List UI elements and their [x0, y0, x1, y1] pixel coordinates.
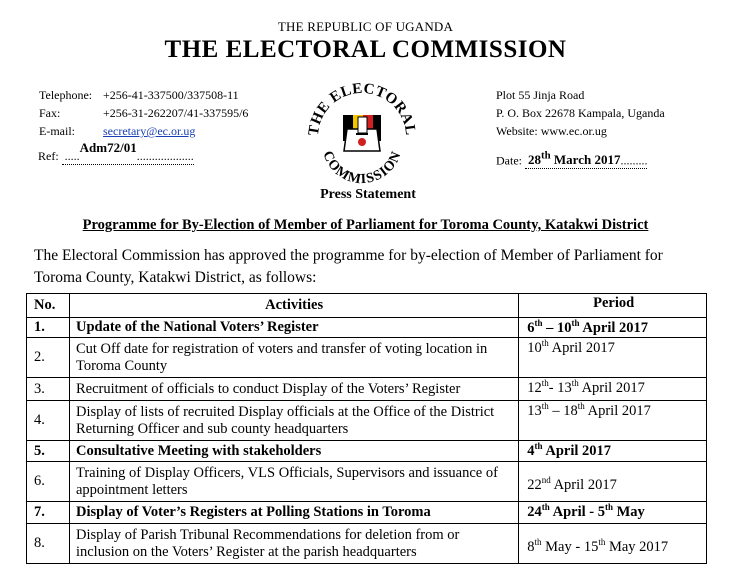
- row-number: 2.: [27, 338, 70, 378]
- header-no: No.: [27, 294, 70, 318]
- row-period: [519, 441, 707, 462]
- row-number: 7.: [27, 502, 70, 524]
- period-text: 13: [527, 403, 542, 419]
- seal-top-text: THE ELECTORAL: [305, 80, 419, 137]
- table-row: [27, 524, 707, 564]
- period-suffix: th: [598, 537, 606, 548]
- programme-table: [26, 293, 707, 564]
- period-text: May - 15: [541, 539, 599, 555]
- table-row: [27, 338, 707, 378]
- fax-label: Fax:: [39, 106, 61, 120]
- row-period: [519, 502, 707, 524]
- row-activity: Consultative Meeting with stakeholders: [69, 441, 518, 462]
- period-suffix: nd: [541, 475, 551, 486]
- period-text: 22: [527, 477, 542, 493]
- period-text: 24: [527, 504, 542, 520]
- table-row: [27, 441, 707, 462]
- period-text: April 2017: [578, 380, 645, 396]
- telephone-value: +256-41-337500/337508-11: [103, 88, 239, 102]
- period-text: April 2017: [548, 340, 615, 356]
- period-text: 8: [527, 539, 535, 555]
- address-line-street: Plot 55 Jinja Road: [496, 88, 585, 102]
- period-suffix: th: [541, 401, 549, 412]
- table-row: [27, 401, 707, 441]
- period-suffix: th: [571, 378, 579, 389]
- row-number: 1.: [27, 318, 70, 338]
- period-text: May 2017: [605, 539, 669, 555]
- website-line: Website: www.ec.or.ug: [496, 124, 607, 138]
- fax-row: [39, 104, 248, 122]
- row-period: [519, 338, 707, 378]
- email-row: [39, 122, 248, 140]
- telephone-row: [39, 86, 248, 104]
- row-activity: Display of lists of recruited Display officials at the Office of the District Returning Officer and sub county headquarters: [69, 401, 518, 441]
- telephone-label: Telephone:: [39, 88, 93, 102]
- period-suffix: th: [541, 502, 550, 513]
- row-period: [519, 462, 707, 502]
- row-period: [519, 318, 707, 338]
- address-line-pobox: P. O. Box 22678 Kampala, Uganda: [496, 106, 665, 120]
- date-day-suffix: th: [541, 150, 551, 162]
- table-header-row: [27, 294, 707, 318]
- republic-heading: THE REPUBLIC OF UGANDA: [277, 19, 454, 34]
- intro-paragraph: The Electoral Commission has approved the programme for by-election of Member of Parliament for Toroma County, Katakwi District, as follows:: [34, 247, 663, 286]
- ref-dots: .....Adm72/01...................: [61, 140, 194, 163]
- period-text: – 10: [542, 320, 572, 336]
- row-activity: Training of Display Officers, VLS Officials, Supervisors and issuance of appointment letters: [69, 462, 518, 502]
- row-number: 3.: [27, 378, 70, 401]
- period-text: 6: [527, 320, 535, 336]
- table-row: [27, 502, 707, 524]
- row-number: 8.: [27, 524, 70, 564]
- header-period: Period: [519, 294, 707, 318]
- ref-label: Ref:: [38, 149, 59, 163]
- seal-bottom-text: COMMISSION: [319, 149, 405, 188]
- period-suffix: th: [534, 537, 542, 548]
- period-text: 4: [527, 443, 535, 459]
- table-row: [27, 378, 707, 401]
- table-row: [27, 462, 707, 502]
- period-suffix: th: [541, 338, 549, 349]
- ballot-box-seal-icon: [300, 71, 424, 195]
- period-suffix: th: [534, 318, 543, 329]
- period-text: April 2017: [579, 320, 649, 336]
- row-activity: Update of the National Voters’ Register: [69, 318, 518, 338]
- row-number: 6.: [27, 462, 70, 502]
- period-text: 12: [527, 380, 542, 396]
- row-activity: Display of Parish Tribunal Recommendations for deletion from or inclusion on the Voters’ Register at the parish headquarters: [69, 524, 518, 564]
- row-period: [519, 378, 707, 401]
- period-suffix: th: [534, 441, 543, 452]
- period-text: May: [612, 504, 645, 520]
- period-suffix: th: [541, 378, 549, 389]
- period-suffix: th: [571, 318, 580, 329]
- programme-title: Programme for By-Election of Member of Parliament for Toroma County, Katakwi District: [82, 217, 649, 233]
- svg-text:COMMISSION: [319, 149, 404, 187]
- row-number: 4.: [27, 401, 70, 441]
- period-text: April - 5: [549, 504, 605, 520]
- header-activities: Activities: [69, 294, 518, 318]
- period-text: April 2017: [584, 403, 651, 419]
- table-body: [27, 318, 707, 564]
- period-text: – 18: [548, 403, 578, 419]
- row-period: [519, 401, 707, 441]
- row-activity: Recruitment of officials to conduct Display of the Voters’ Register: [69, 378, 518, 401]
- ref-value: Adm72/01: [79, 140, 137, 155]
- fax-value: +256-31-262207/41-337595/6: [103, 106, 249, 120]
- date-line: [496, 150, 647, 169]
- commission-heading: THE ELECTORAL COMMISSION: [164, 36, 567, 63]
- date-day: 28: [528, 152, 541, 168]
- date-month-year: March 2017: [553, 152, 621, 168]
- date-value: 28th March 2017.........: [525, 150, 647, 169]
- reference-line: [38, 140, 194, 165]
- date-label: Date:: [496, 153, 522, 168]
- table-row: [27, 318, 707, 338]
- period-text: 10: [527, 340, 542, 356]
- contact-details-right: [496, 86, 665, 140]
- press-statement-heading: Press Statement: [320, 187, 416, 202]
- row-period: [519, 524, 707, 564]
- period-suffix: th: [604, 502, 613, 513]
- email-label: E-mail:: [39, 124, 75, 138]
- contact-details-left: [39, 86, 248, 140]
- period-suffix: th: [577, 401, 585, 412]
- period-text: - 13: [548, 380, 572, 396]
- period-text: April 2017: [542, 443, 612, 459]
- row-activity: Cut Off date for registration of voters and transfer of voting location in Toroma County: [69, 338, 518, 378]
- email-link[interactable]: secretary@ec.or.ug: [103, 124, 196, 138]
- row-activity: Display of Voter’s Registers at Polling Stations in Toroma: [69, 502, 518, 524]
- row-number: 5.: [27, 441, 70, 462]
- period-text: April 2017: [550, 477, 617, 493]
